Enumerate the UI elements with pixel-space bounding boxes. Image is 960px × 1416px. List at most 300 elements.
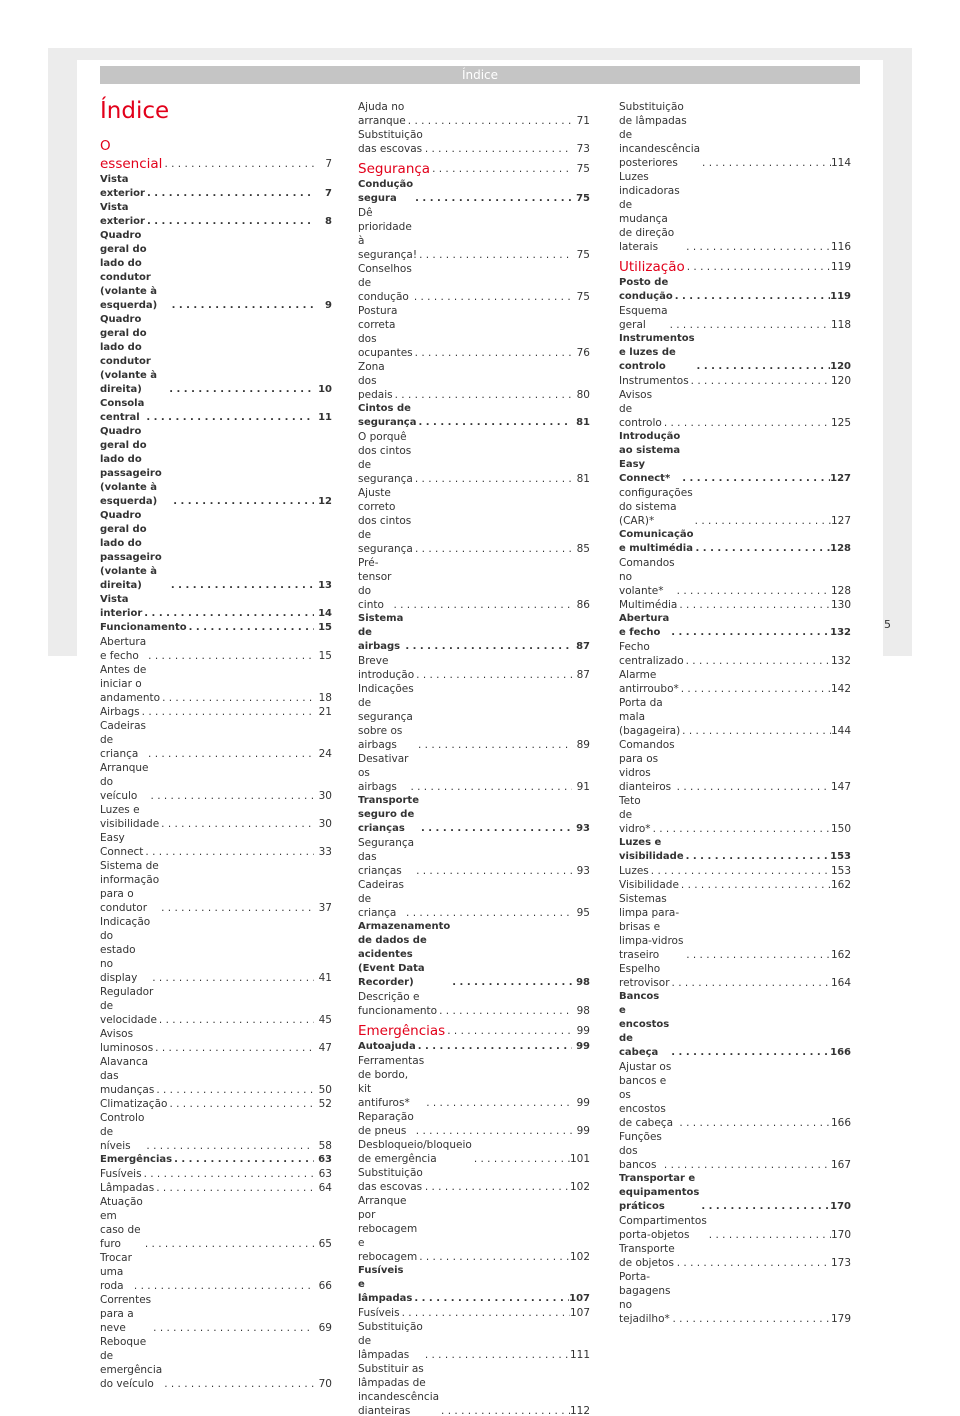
toc-leader-dots — [684, 240, 831, 254]
toc-entry[interactable] — [358, 1320, 590, 1362]
toc-entry-page: 11 — [318, 412, 332, 423]
toc-entry[interactable] — [358, 1054, 590, 1110]
toc-entry[interactable] — [619, 1242, 851, 1270]
toc-leader-dots — [414, 864, 572, 878]
toc-entry-page: 170 — [830, 1229, 851, 1241]
toc-leader-dots — [159, 901, 314, 915]
toc-entry[interactable] — [619, 878, 851, 892]
toc-entry[interactable] — [100, 201, 332, 229]
toc-section-heading[interactable] — [358, 1022, 590, 1040]
toc-entry-label: Avisos de controlo — [619, 389, 662, 429]
toc-column-2 — [358, 100, 590, 1416]
toc-leader-dots — [695, 360, 831, 374]
toc-entry-label: Instrumentos e luzes de controlo — [619, 333, 695, 372]
toc-entry-label: Substituição de lâmpadas de incandescência posteriores — [619, 101, 701, 169]
toc-entry[interactable] — [619, 668, 851, 696]
toc-entry[interactable] — [100, 509, 332, 593]
toc-leader-dots — [140, 705, 314, 719]
toc-entry-page: 99 — [576, 1097, 590, 1109]
toc-entry[interactable] — [100, 1293, 332, 1335]
toc-leader-dots — [677, 598, 831, 612]
toc-entry[interactable] — [358, 262, 590, 304]
toc-entry-label: Desbloqueio/bloqueio de emergência — [358, 1139, 472, 1165]
toc-entry-page: 173 — [830, 1257, 851, 1269]
toc-entry-label: Quadro geral do lado do condutor (volante à direita) — [100, 314, 158, 395]
toc-entry[interactable] — [100, 173, 332, 201]
toc-entry-page: 76 — [576, 347, 590, 359]
toc-entry-page: 150 — [830, 823, 851, 835]
toc-entry[interactable] — [100, 663, 332, 705]
toc-entry[interactable] — [100, 761, 332, 803]
toc-entry[interactable] — [358, 556, 590, 612]
toc-entry[interactable] — [358, 128, 590, 156]
toc-entry[interactable] — [619, 556, 851, 598]
toc-entry-page: 12 — [318, 496, 332, 507]
toc-entry-label: Funcionamento — [100, 622, 187, 633]
toc-leader-dots — [160, 691, 314, 705]
toc-entry-label: Airbags — [100, 706, 140, 718]
toc-leader-dots — [393, 388, 572, 402]
toc-entry[interactable] — [358, 486, 590, 556]
toc-entry[interactable] — [619, 486, 851, 528]
toc-leader-dots — [675, 780, 831, 794]
toc-entry-label: Teto de vidro* — [619, 795, 651, 835]
toc-entry[interactable] — [100, 1195, 332, 1251]
toc-entry[interactable] — [100, 593, 332, 621]
toc-entry-page: 120 — [830, 375, 851, 387]
toc-entry[interactable] — [619, 990, 851, 1060]
toc-entry-label: Ajuda no arranque — [358, 101, 406, 127]
toc-entry[interactable] — [619, 738, 851, 794]
toc-entry[interactable] — [358, 178, 590, 206]
toc-entry-label: Atuação em caso de furo — [100, 1196, 143, 1250]
toc-entry[interactable] — [358, 612, 590, 654]
toc-entry-page: 98 — [576, 977, 590, 988]
toc-entry-label: Climatização — [100, 1098, 168, 1110]
toc-entry-label: Vista interior — [100, 594, 143, 619]
toc-entry-page: 86 — [576, 599, 590, 611]
toc-entry[interactable] — [619, 640, 851, 668]
toc-entry-page: 66 — [318, 1280, 332, 1292]
toc-entry-label: Trocar uma roda — [100, 1252, 132, 1292]
toc-entry-label: Breve introdução — [358, 655, 415, 681]
toc-entry[interactable] — [619, 304, 851, 332]
toc-entry-label: Luzes indicadoras de mudança de direção laterais — [619, 171, 680, 253]
toc-entry-label: Reboque de emergência do veículo — [100, 1336, 163, 1390]
toc-entry-page: 127 — [830, 473, 851, 484]
toc-entry-label: Sistema de airbags — [358, 613, 404, 652]
toc-leader-dots — [404, 906, 572, 920]
toc-leader-dots — [159, 817, 314, 831]
toc-leader-dots — [167, 1097, 314, 1111]
toc-entry-page: 99 — [576, 1041, 590, 1052]
toc-entry[interactable] — [619, 696, 851, 738]
toc-entry-label: Utilização — [619, 259, 685, 275]
toc-entry[interactable] — [100, 1251, 332, 1293]
toc-leader-dots — [170, 299, 314, 313]
toc-entry[interactable] — [619, 612, 851, 640]
toc-entry[interactable] — [619, 1130, 851, 1172]
toc-entry-page: 147 — [830, 781, 851, 793]
toc-entry-page: 166 — [830, 1047, 851, 1058]
toc-entry-page: 127 — [830, 515, 851, 527]
toc-entry[interactable] — [619, 836, 851, 864]
toc-entry-label: Desativar os airbags — [358, 753, 409, 793]
toc-entry[interactable] — [619, 1214, 851, 1242]
toc-leader-dots — [412, 1292, 569, 1306]
toc-entry-page: 128 — [830, 543, 851, 554]
toc-leader-dots — [677, 1116, 831, 1130]
toc-leader-dots — [680, 472, 830, 486]
toc-entry[interactable] — [619, 598, 851, 612]
toc-leader-dots — [684, 948, 831, 962]
toc-leader-dots — [157, 1013, 314, 1027]
toc-entry-label: Substituição das escovas — [358, 1167, 423, 1193]
toc-leader-dots — [416, 1040, 572, 1054]
toc-entry[interactable] — [100, 915, 332, 985]
toc-entry[interactable] — [100, 313, 332, 397]
toc-leader-dots — [142, 607, 314, 621]
toc-entry-page: 132 — [830, 655, 851, 667]
toc-entry-label: Transporte de objetos — [619, 1243, 675, 1269]
toc-entry-label: Sistema de informação para o condutor — [100, 860, 160, 914]
toc-entry-label: Ferramentas de bordo, kit antifuros* — [358, 1055, 425, 1109]
toc-entry[interactable] — [358, 100, 590, 128]
toc-entry-page: 7 — [325, 188, 332, 199]
toc-leader-dots — [673, 290, 830, 304]
toc-entry-label: Cadeiras de criança — [100, 720, 147, 760]
toc-entry[interactable] — [358, 430, 590, 486]
toc-entry-label: Introdução ao sistema Easy Connect* — [619, 431, 681, 484]
toc-entry-page: 75 — [576, 291, 590, 303]
toc-entry[interactable] — [619, 528, 851, 556]
toc-entry-page: 153 — [830, 865, 851, 877]
toc-entry[interactable] — [100, 803, 332, 831]
toc-leader-dots — [412, 290, 572, 304]
toc-entry[interactable] — [100, 985, 332, 1027]
toc-leader-dots — [675, 1256, 831, 1270]
toc-entry-page: 73 — [576, 143, 590, 155]
toc-entry-label: Segurança das crianças — [358, 837, 415, 877]
toc-entry[interactable] — [358, 1138, 590, 1166]
toc-leader-dots — [146, 649, 314, 663]
toc-column-3 — [619, 100, 851, 1326]
toc-entry-page: 13 — [318, 580, 332, 591]
toc-entry-page: 93 — [576, 865, 590, 877]
toc-entry[interactable] — [100, 621, 332, 635]
toc-leader-dots — [403, 640, 572, 654]
toc-leader-dots — [144, 411, 314, 425]
toc-entry-page: 132 — [830, 627, 851, 638]
toc-entry[interactable] — [100, 425, 332, 509]
toc-entry[interactable] — [619, 1060, 851, 1130]
toc-leader-dots — [416, 416, 572, 430]
toc-entry-label: Luzes — [619, 865, 649, 877]
toc-entry-label: Pré-tensor do cinto — [358, 557, 392, 611]
toc-entry-label: Quadro geral do lado do passageiro (volante à esquerda) — [100, 426, 162, 507]
toc-entry-label: Postura correta dos ocupantes — [358, 305, 413, 359]
toc-entry-label: Porta da mala (bagageira) — [619, 697, 681, 737]
toc-entry-page: 170 — [830, 1201, 851, 1212]
toc-entry-page: 119 — [830, 291, 851, 302]
toc-leader-dots — [684, 654, 831, 668]
toc-leader-dots — [417, 1250, 570, 1264]
toc-leader-dots — [649, 864, 831, 878]
toc-section-heading[interactable] — [358, 160, 590, 178]
toc-leader-dots — [413, 472, 572, 486]
toc-leader-dots — [670, 1312, 831, 1326]
toc-entry-page: 166 — [830, 1117, 851, 1129]
toc-entry-page: 70 — [318, 1378, 332, 1390]
toc-leader-dots — [450, 976, 572, 990]
toc-entry-label: Quadro geral do lado do condutor (volante à esquerda) — [100, 230, 158, 311]
toc-entry[interactable] — [100, 229, 332, 313]
toc-entry-page: 101 — [569, 1153, 590, 1165]
page-number: 5 — [884, 618, 891, 631]
toc-entry[interactable] — [619, 794, 851, 836]
toc-entry[interactable] — [358, 1306, 590, 1320]
toc-entry-page: 41 — [318, 972, 332, 984]
toc-entry[interactable] — [358, 794, 590, 836]
toc-entry-label: Comunicação e multimédia — [619, 529, 694, 554]
toc-entry-page: 64 — [318, 1182, 332, 1194]
toc-entry-label: Cadeiras de criança — [358, 879, 405, 919]
toc-leader-dots — [413, 192, 572, 206]
toc-leader-dots — [150, 971, 314, 985]
toc-entry[interactable] — [358, 1040, 590, 1054]
toc-leader-dots — [423, 142, 572, 156]
toc-entry[interactable] — [358, 206, 590, 262]
toc-leader-dots — [154, 1083, 314, 1097]
toc-entry-label: Arranque do veículo — [100, 762, 149, 802]
toc-entry-label: Espelho retrovisor — [619, 963, 670, 989]
toc-entry-page: 45 — [318, 1014, 332, 1026]
toc-entry-page: 8 — [325, 216, 332, 227]
toc-entry[interactable] — [358, 878, 590, 920]
toc-entry-page: 153 — [830, 851, 851, 862]
toc-entry[interactable] — [619, 1270, 851, 1326]
toc-entry-page: 58 — [318, 1140, 332, 1152]
toc-entry-page: 75 — [576, 193, 590, 204]
toc-leader-dots — [413, 346, 572, 360]
toc-leader-dots — [689, 374, 831, 388]
toc-entry-page: 14 — [318, 608, 332, 619]
toc-entry-page: 93 — [576, 823, 590, 834]
toc-entry[interactable] — [100, 1335, 332, 1391]
toc-entry-label: Quadro geral do lado do passageiro (volante à direita) — [100, 510, 162, 591]
toc-entry[interactable] — [100, 719, 332, 761]
toc-leader-dots — [145, 215, 314, 229]
toc-entry[interactable] — [619, 276, 851, 304]
toc-entry-page: 130 — [830, 599, 851, 611]
toc-leader-dots — [437, 1004, 572, 1018]
toc-entry-page: 162 — [830, 949, 851, 961]
toc-entry[interactable] — [100, 1181, 332, 1195]
toc-entry-label: O porquê dos cintos de segurança — [358, 431, 413, 485]
toc-entry-page: 99 — [576, 1125, 590, 1137]
toc-entry[interactable] — [619, 374, 851, 388]
toc-entry-label: Transportar e equipamentos práticos — [619, 1173, 700, 1212]
toc-leader-dots — [169, 579, 314, 593]
toc-leader-dots — [391, 598, 572, 612]
toc-entry[interactable] — [100, 1111, 332, 1153]
toc-entry-page: 81 — [576, 417, 590, 428]
toc-entry[interactable] — [100, 1097, 332, 1111]
toc-entry-label: Multimédia — [619, 599, 678, 611]
toc-entry-page: 98 — [576, 1005, 590, 1017]
toc-leader-dots — [172, 1153, 314, 1167]
toc-leader-dots — [679, 878, 831, 892]
toc-entry-label: Esquema geral — [619, 305, 668, 331]
toc-entry-label: Abertura e fecho — [619, 613, 670, 638]
toc-leader-dots — [693, 514, 831, 528]
toc-entry[interactable] — [358, 304, 590, 360]
toc-entry-page: 128 — [830, 585, 851, 597]
toc-leader-dots — [406, 114, 572, 128]
toc-entry-label: Luzes e visibilidade — [619, 837, 684, 862]
toc-leader-dots — [707, 1228, 831, 1242]
toc-entry-label: Compartimentos porta-objetos — [619, 1215, 707, 1241]
toc-leader-dots — [472, 1152, 570, 1166]
toc-entry[interactable] — [100, 1027, 332, 1055]
toc-entry[interactable] — [619, 962, 851, 990]
toc-entry[interactable] — [358, 1362, 590, 1416]
toc-entry-label: O essencial — [100, 138, 163, 172]
toc-section-heading[interactable] — [100, 137, 332, 173]
toc-entry[interactable] — [358, 836, 590, 878]
toc-entry[interactable] — [358, 1110, 590, 1138]
toc-entry-label: Vista exterior — [100, 174, 145, 199]
toc-entry-label: Transporte seguro de crianças — [358, 795, 419, 834]
toc-entry-page: 30 — [318, 790, 332, 802]
toc-section-heading[interactable] — [619, 258, 851, 276]
toc-entry-label: Abertura e fecho — [100, 636, 147, 662]
toc-entry-page: 33 — [318, 846, 332, 858]
toc-entry-page: 112 — [569, 1405, 590, 1416]
toc-leader-dots — [171, 495, 314, 509]
toc-entry[interactable] — [619, 332, 851, 374]
toc-entry[interactable] — [100, 1055, 332, 1097]
toc-entry-label: Fecho centralizado — [619, 641, 684, 667]
toc-entry-page: 52 — [318, 1098, 332, 1110]
toc-entry-label: Zona dos pedais — [358, 361, 393, 401]
toc-entry-page: 102 — [569, 1181, 590, 1193]
toc-column-1 — [100, 135, 332, 1391]
toc-entry[interactable] — [619, 100, 851, 170]
toc-entry-label: Lâmpadas — [100, 1182, 155, 1194]
toc-leader-dots — [408, 780, 572, 794]
toc-entry-page: 116 — [830, 241, 851, 253]
toc-entry-page: 91 — [576, 781, 590, 793]
toc-entry[interactable] — [100, 1153, 332, 1167]
toc-entry-label: Substituição das escovas — [358, 129, 423, 155]
toc-entry[interactable] — [358, 402, 590, 430]
toc-entry-label: Regulador de velocidade — [100, 986, 157, 1026]
toc-entry-label: Condução segura — [358, 179, 414, 204]
toc-entry-page: 85 — [576, 543, 590, 555]
toc-leader-dots — [413, 542, 572, 556]
toc-entry[interactable] — [358, 1194, 590, 1264]
toc-entry-page: 162 — [830, 879, 851, 891]
toc-entry-label: Fusíveis e lâmpadas — [358, 1265, 413, 1304]
toc-entry-label: Armazenamento de dados de acidentes (Event Data Recorder) — [358, 921, 451, 988]
toc-leader-dots — [651, 822, 831, 836]
toc-entry-page: 30 — [318, 818, 332, 830]
toc-entry[interactable] — [619, 430, 851, 486]
toc-leader-dots — [187, 621, 314, 635]
toc-entry[interactable] — [100, 635, 332, 663]
toc-leader-dots — [167, 383, 314, 397]
toc-entry[interactable] — [358, 1264, 590, 1306]
toc-entry[interactable] — [358, 752, 590, 794]
toc-entry[interactable] — [100, 397, 332, 425]
toc-entry-label: Substituir as lâmpadas de incandescência dianteiras — [358, 1363, 440, 1416]
toc-entry[interactable] — [100, 831, 332, 859]
toc-entry[interactable] — [100, 1167, 332, 1181]
toc-entry-label: Emergências — [100, 1154, 173, 1165]
toc-entry-page: 80 — [576, 389, 590, 401]
toc-entry-page: 164 — [830, 977, 851, 989]
toc-entry-page: 125 — [830, 417, 851, 429]
toc-entry[interactable] — [619, 170, 851, 254]
toc-leader-dots — [670, 976, 831, 990]
toc-entry-label: Comandos no volante* — [619, 557, 675, 597]
toc-leader-dots — [445, 1022, 572, 1040]
toc-entry[interactable] — [619, 1172, 851, 1214]
toc-leader-dots — [417, 248, 572, 262]
toc-leader-dots — [685, 258, 831, 276]
page-title: Índice — [100, 98, 170, 124]
toc-leader-dots — [154, 1181, 314, 1195]
toc-leader-dots — [680, 724, 831, 738]
toc-entry[interactable] — [619, 892, 851, 962]
toc-leader-dots — [669, 1046, 830, 1060]
toc-entry[interactable] — [619, 864, 851, 878]
toc-entry-page: 47 — [318, 1042, 332, 1054]
toc-entry-page: 10 — [318, 384, 332, 395]
toc-entry[interactable] — [358, 682, 590, 752]
toc-entry-page: 75 — [576, 163, 590, 175]
toc-entry-label: Descrição e funcionamento — [358, 991, 438, 1017]
toc-entry[interactable] — [100, 705, 332, 719]
toc-entry-page: 107 — [569, 1307, 590, 1319]
toc-leader-dots — [699, 1200, 830, 1214]
toc-entry[interactable] — [619, 388, 851, 430]
toc-entry-page: 142 — [830, 683, 851, 695]
toc-entry[interactable] — [358, 920, 590, 990]
toc-entry-label: Visibilidade — [619, 879, 679, 891]
toc-entry-page: 95 — [576, 907, 590, 919]
toc-entry-page: 21 — [318, 706, 332, 718]
toc-entry[interactable] — [358, 360, 590, 402]
toc-entry[interactable] — [358, 1166, 590, 1194]
toc-leader-dots — [679, 682, 831, 696]
toc-entry-label: Autoajuda — [358, 1041, 416, 1052]
toc-leader-dots — [153, 1041, 314, 1055]
toc-entry-page: 65 — [318, 1238, 332, 1250]
toc-entry-label: Luzes e visibilidade — [100, 804, 160, 830]
toc-entry[interactable] — [358, 990, 590, 1018]
toc-entry-label: Posto de condução — [619, 277, 673, 302]
toc-entry-page: 75 — [576, 249, 590, 261]
toc-entry-label: Bancos e encostos de cabeça — [619, 991, 670, 1058]
toc-leader-dots — [423, 1180, 570, 1194]
toc-entry[interactable] — [100, 859, 332, 915]
toc-leader-dots — [424, 1096, 572, 1110]
toc-entry-label: Alarme antirroubo* — [619, 669, 679, 695]
toc-entry[interactable] — [358, 654, 590, 682]
toc-leader-dots — [668, 318, 831, 332]
